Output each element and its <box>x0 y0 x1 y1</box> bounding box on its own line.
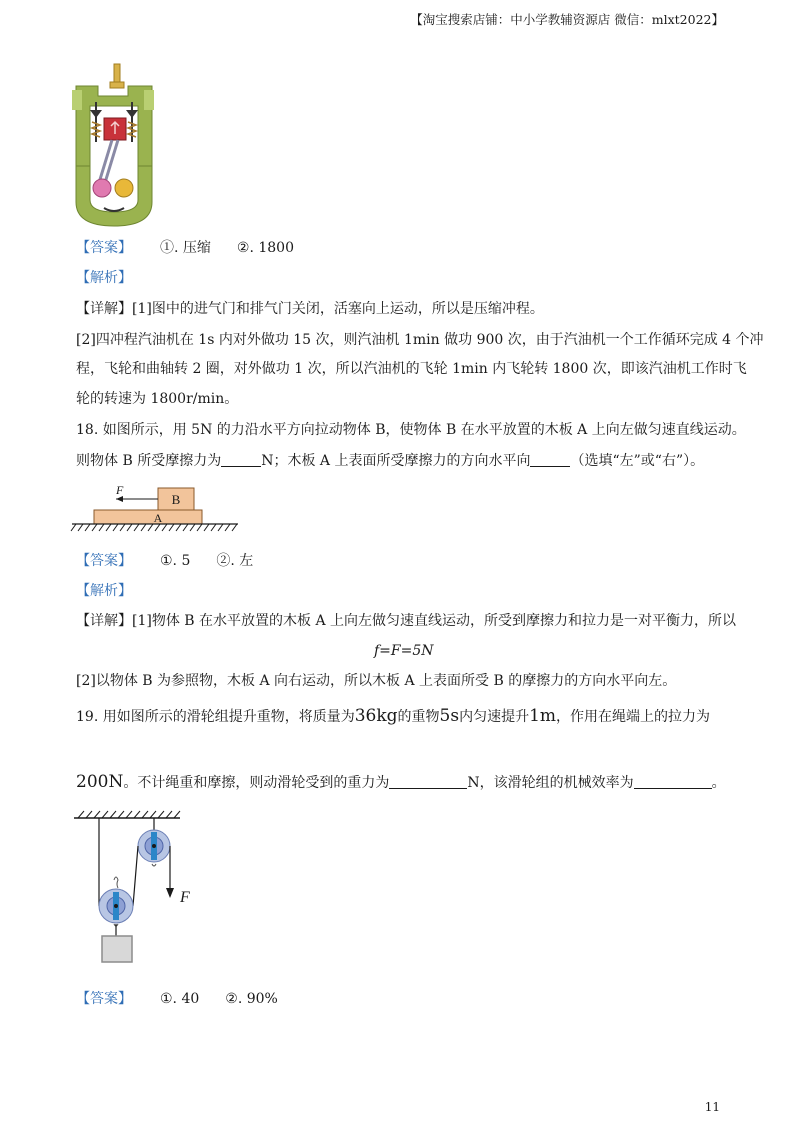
q19-text-e: 。不计绳重和摩擦，则动滑轮受到的重力为 <box>123 775 390 791</box>
q19-answer-row <box>76 989 278 1009</box>
q19-answer-2: ②. 90% <box>225 991 278 1007</box>
q18-text-b: N；木板 A 上表面所受摩擦力的方向水平向 <box>261 453 531 469</box>
q17-detail-1-text: [1]图中的进气门和排气门关闭，活塞向上运动，所以是压缩冲程。 <box>132 301 544 317</box>
q17-detail-2c: 轮的转速为 1800r/min。 <box>76 391 239 407</box>
pulley-system-figure <box>72 808 188 966</box>
detail-tag: 【详解】 <box>76 613 132 629</box>
block-friction-figure <box>70 480 246 536</box>
label-A: A <box>153 511 163 525</box>
q17-detail-1 <box>76 299 544 319</box>
q18-text-a: 则物体 B 所受摩擦力为 <box>76 453 222 469</box>
q19-mass: 36kg <box>354 706 398 726</box>
label-F: F <box>116 483 124 497</box>
label-F: F <box>180 889 190 906</box>
q17-detail-2a: [2]四冲程汽油机在 1s 内对外做功 15 次，则汽油机 1min 做功 900 次，由于汽油机一个工作循环完成 4 个冲 <box>76 332 764 348</box>
q19-text-b: 的重物 <box>397 709 440 725</box>
q19-text-f: N，该滑轮组的机械效率为 <box>467 775 634 791</box>
q18-answer-2: ②. 左 <box>216 553 254 569</box>
q17-detail-2b: 程，飞轮和曲轴转 2 圈，对外做功 1 次，所以汽油机的飞轮 1min 内飞轮转 1800 次，即该汽油机工作时飞 <box>76 361 747 377</box>
q17-answer-row <box>76 238 294 258</box>
q19-answer-1: ①. 40 <box>160 991 200 1007</box>
q19-question-line-2 <box>76 772 726 793</box>
q18-question-line-2 <box>76 451 704 471</box>
q17-answer-2: ②. 1800 <box>236 240 294 256</box>
engine-figure <box>68 62 160 228</box>
q18-detail-2: [2]以物体 B 为参照物，木板 A 向右运动，所以木板 A 上表面所受 B 的摩擦力的方向水平向左。 <box>76 673 677 689</box>
q19-text-d: ，作用在绳端上的拉力为 <box>556 709 711 725</box>
q19-text-a: 19. 用如图所示的滑轮组提升重物，将质量为 <box>76 709 355 725</box>
q18-answer-row <box>76 551 253 571</box>
q19-blank-2 <box>634 774 712 789</box>
q18-formula: f=F=5N <box>374 643 434 659</box>
q19-height: 1m <box>529 706 557 726</box>
q19-force: 200N <box>76 772 124 792</box>
q19-question-line-1 <box>76 706 710 727</box>
q18-detail-1-text: [1]物体 B 在水平放置的木板 A 上向左做匀速直线运动，所受到摩擦力和拉力是一对平衡力，所以 <box>132 613 737 629</box>
q18-blank-1 <box>221 452 261 467</box>
q17-analysis-tag: 【解析】 <box>76 270 132 286</box>
q19-blank-1 <box>389 774 467 789</box>
answer-tag: 【答案】 <box>76 240 132 256</box>
q19-time: 5s <box>439 706 460 726</box>
q18-blank-2 <box>530 452 570 467</box>
q19-text-c: 内匀速提升 <box>459 709 530 725</box>
q17-answer-1: ①. 压缩 <box>160 240 211 256</box>
page-number: 11 <box>704 1100 720 1114</box>
answer-tag: 【答案】 <box>76 553 132 569</box>
q18-question-line-1: 18. 如图所示，用 5N 的力沿水平方向拉动物体 B，使物体 B 在水平放置的木板 A 上向左做匀速直线运动。 <box>76 422 746 438</box>
q19-text-g: 。 <box>711 775 726 791</box>
detail-tag: 【详解】 <box>76 301 132 317</box>
q18-text-c: （选填“左”或“右”）。 <box>570 453 705 469</box>
q18-answer-1: ①. 5 <box>160 553 191 569</box>
label-B: B <box>171 492 181 507</box>
page-header: 【淘宝搜索店铺：中小学教辅资源店 微信：mlxt2022】 <box>410 12 724 27</box>
answer-tag: 【答案】 <box>76 991 132 1007</box>
q18-detail-1 <box>76 611 736 631</box>
q18-analysis-tag: 【解析】 <box>76 583 132 599</box>
